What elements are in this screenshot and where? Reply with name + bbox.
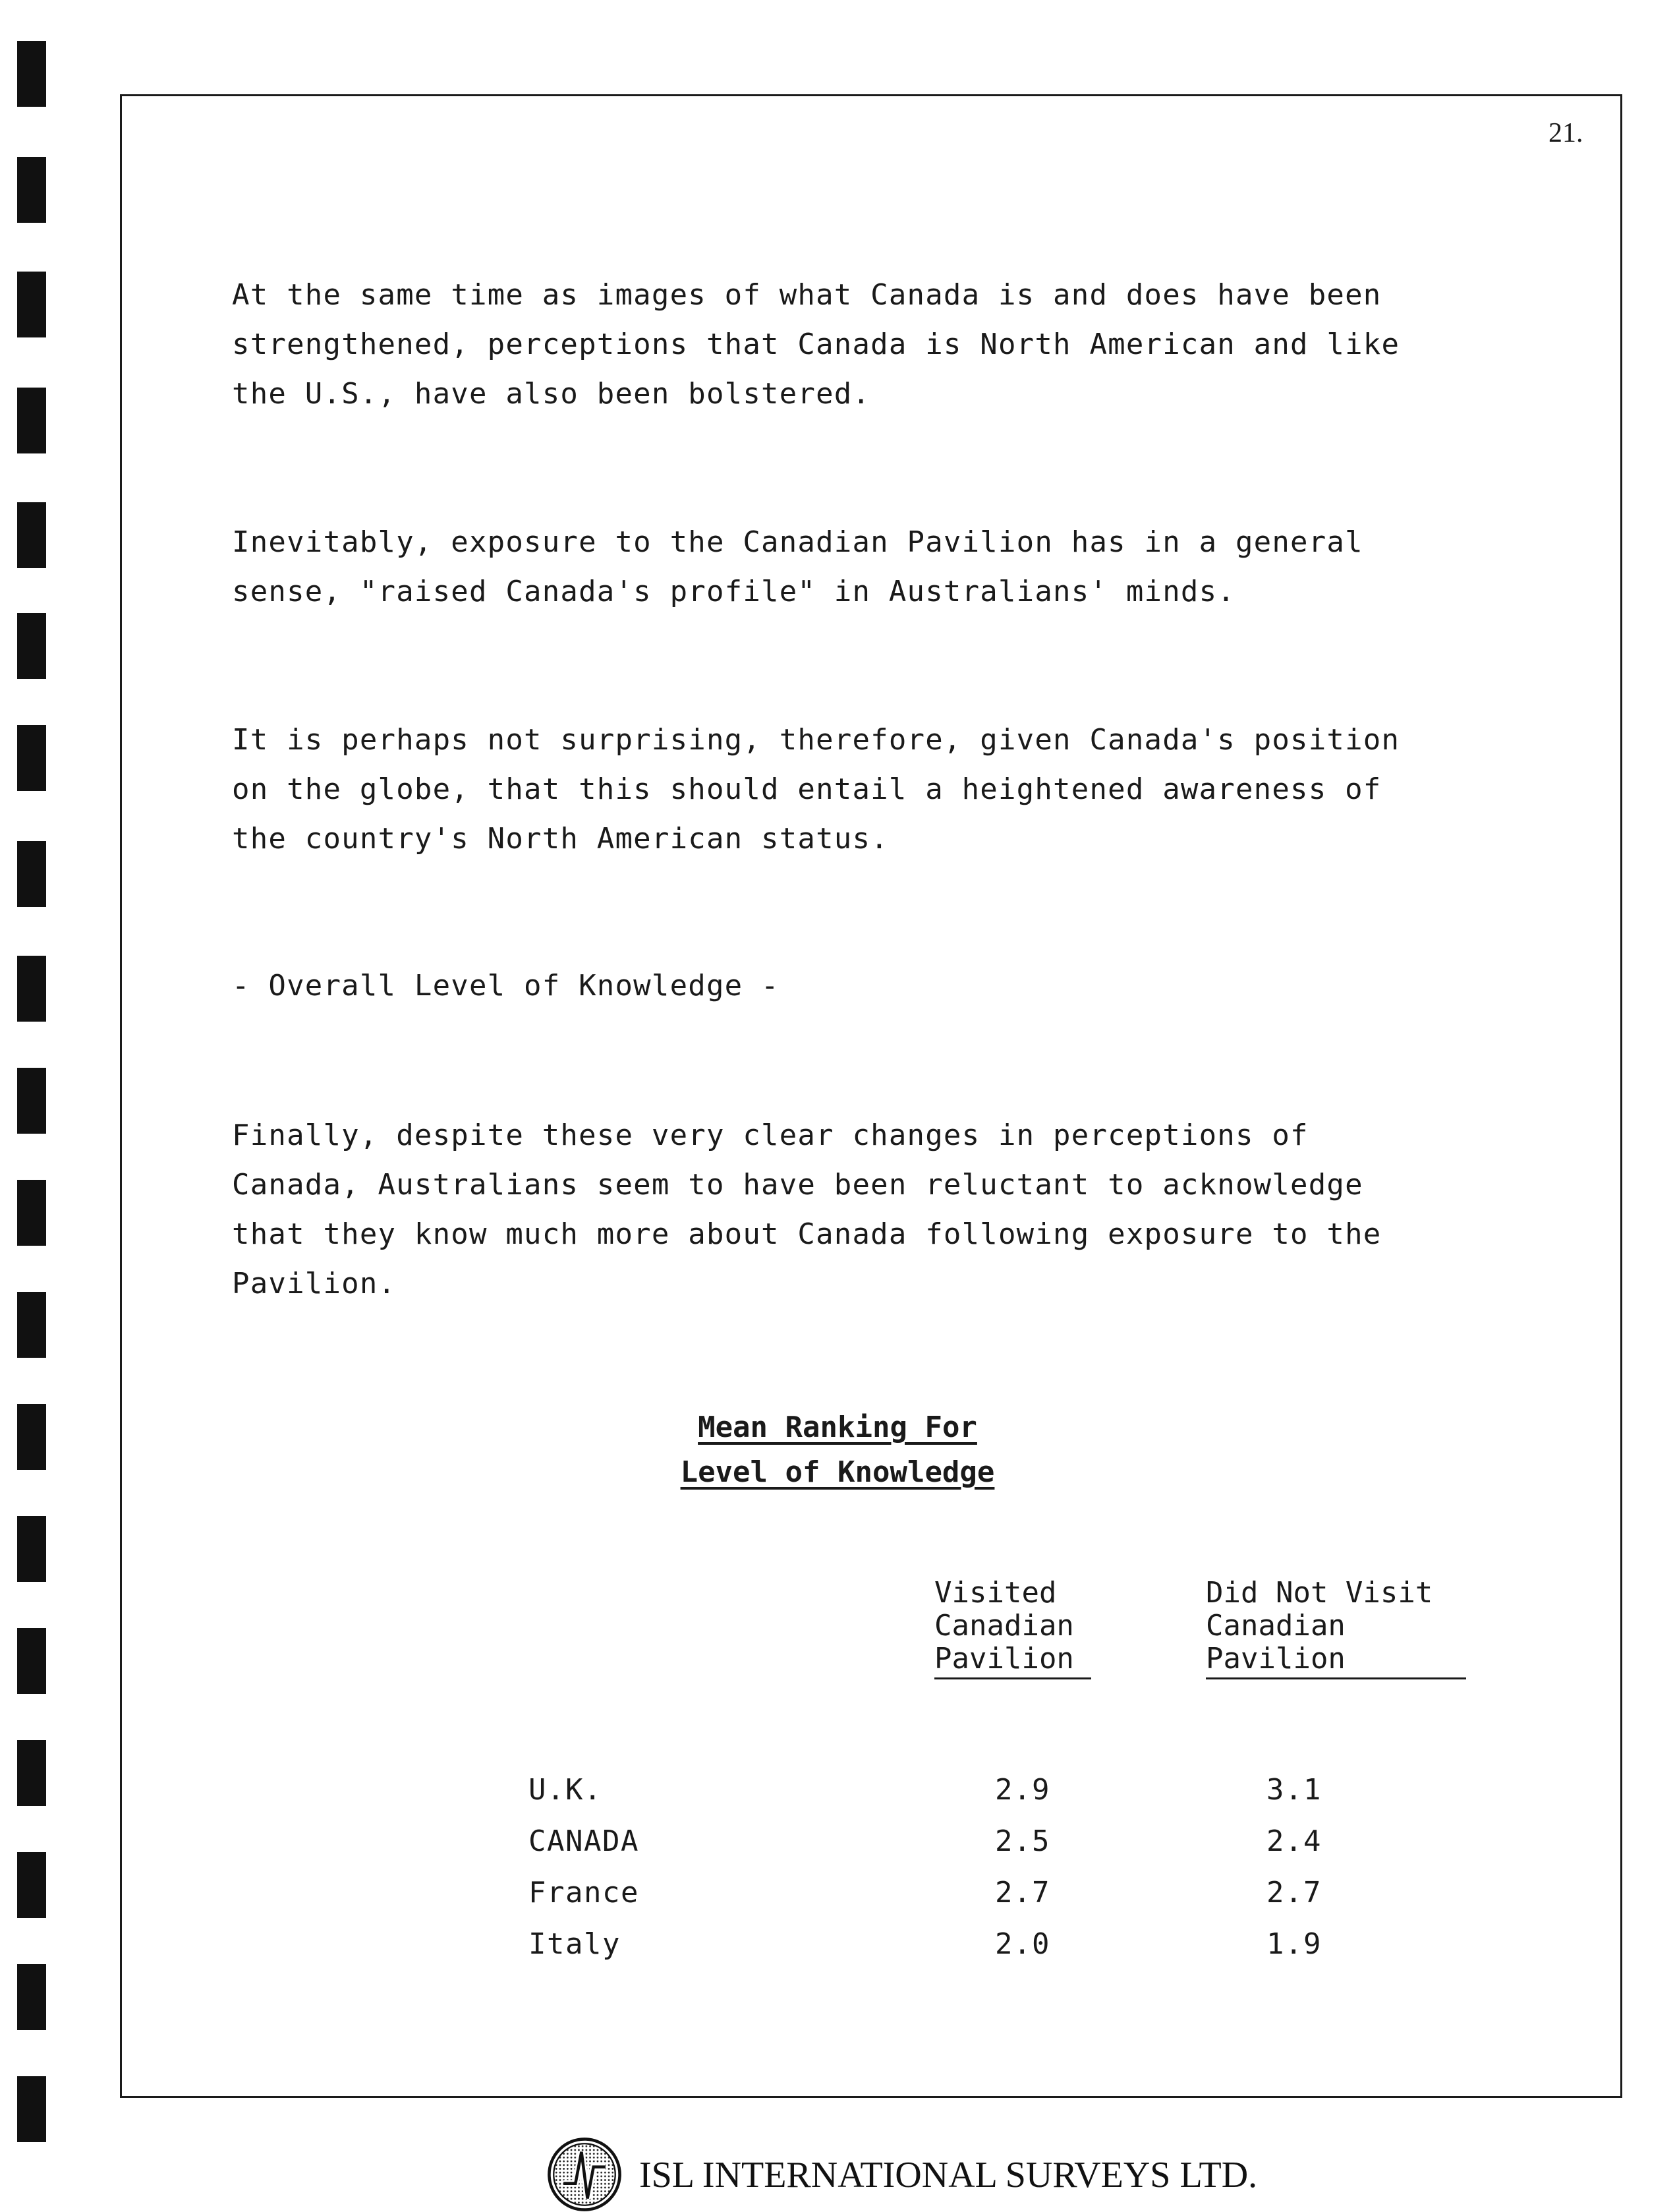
binder-mark <box>17 1516 46 1582</box>
table-row-label: Italy <box>528 1927 621 1961</box>
paragraph: It is perhaps not surprising, therefore, given Canada's position on the globe, that this should entail a heightened awareness of the country's North American status. <box>232 723 1400 856</box>
table-cell: 2.5 <box>995 1824 1050 1858</box>
binder-mark <box>17 1628 46 1694</box>
table-cell: 2.9 <box>995 1773 1050 1807</box>
binder-mark <box>17 1852 46 1918</box>
binder-mark <box>17 502 46 568</box>
paragraph: Finally, despite these very clear changes in perceptions of Canada, Australians seem to have been reluctant to acknowledge that they know much more about Canada following exposure to the Pavilion. <box>232 1119 1382 1300</box>
paragraph: Inevitably, exposure to the Canadian Pavilion has in a general sense, "raised Canada's profile" in Australians' minds. <box>232 525 1363 608</box>
company-name: ISL INTERNATIONAL SURVEYS LTD. <box>639 2155 1258 2196</box>
binder-mark <box>17 2076 46 2142</box>
binder-mark <box>17 841 46 907</box>
table-cell: 2.7 <box>995 1876 1050 1909</box>
footer <box>0 2136 1675 2208</box>
table-cell: 2.7 <box>1266 1876 1322 1909</box>
table-cell: 3.1 <box>1266 1773 1322 1807</box>
column-underline <box>934 1677 1091 1679</box>
binder-mark <box>17 1068 46 1134</box>
table-title-line1: Mean Ranking For <box>698 1411 977 1444</box>
page-number: 21. <box>1548 118 1583 148</box>
binder-mark <box>17 613 46 679</box>
table-row-label: CANADA <box>528 1824 639 1858</box>
binder-mark <box>17 956 46 1022</box>
table-title <box>0 1455 1675 1489</box>
binder-mark <box>17 272 46 337</box>
table-title <box>0 1411 1675 1444</box>
paragraph: At the same time as images of what Canada is and does have been strengthened, perceptions that Canada is North American and like the U.S., have also been bolstered. <box>232 278 1400 411</box>
binder-mark <box>17 1292 46 1358</box>
binder-mark <box>17 1180 46 1246</box>
section-heading: - Overall Level of Knowledge - <box>232 969 780 1003</box>
column-header-not-visited: Did Not Visit Canadian Pavilion <box>1206 1576 1433 1675</box>
binder-mark <box>17 41 46 107</box>
binder-mark <box>17 725 46 791</box>
table-cell: 2.0 <box>995 1927 1050 1961</box>
table-row-label: France <box>528 1876 639 1909</box>
column-header-visited: Visited Canadian Pavilion <box>934 1576 1074 1675</box>
column-underline <box>1206 1677 1466 1679</box>
binder-mark <box>17 157 46 223</box>
binder-mark <box>17 388 46 453</box>
table-cell: 2.4 <box>1266 1824 1322 1858</box>
company-logo-icon <box>547 2137 622 2212</box>
table-cell: 1.9 <box>1266 1927 1322 1961</box>
table-title-line2: Level of Knowledge <box>680 1455 995 1489</box>
binder-mark <box>17 1740 46 1806</box>
binder-mark <box>17 1964 46 2030</box>
table-row-label: U.K. <box>528 1773 602 1807</box>
